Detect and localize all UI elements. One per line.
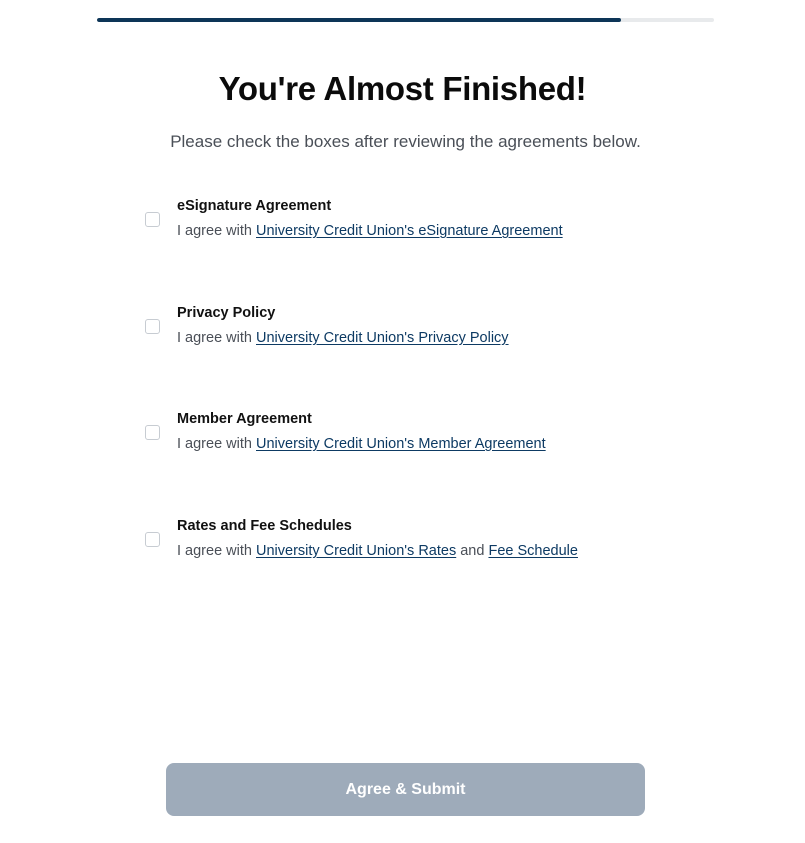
page-subtitle: Please check the boxes after reviewing the agreements below. bbox=[170, 132, 641, 151]
progress-bar-fill bbox=[97, 18, 621, 22]
agreement-prefix: I agree with bbox=[177, 436, 252, 452]
agreement-title: eSignature Agreement bbox=[177, 198, 332, 214]
page-title: You're Almost Finished! bbox=[218, 70, 587, 107]
member-checkbox[interactable] bbox=[145, 425, 160, 440]
esignature-agreement-link[interactable]: University Credit Union's eSignature Agreement bbox=[256, 223, 563, 239]
esignature-checkbox[interactable] bbox=[145, 212, 160, 227]
agreement-prefix: I agree with bbox=[177, 330, 252, 346]
privacy-policy-link[interactable]: University Credit Union's Privacy Policy bbox=[256, 330, 509, 346]
progress-bar bbox=[97, 18, 714, 22]
fee-schedule-link[interactable]: Fee Schedule bbox=[488, 543, 578, 559]
agreement-title: Rates and Fee Schedules bbox=[177, 518, 352, 534]
rates-fees-checkbox[interactable] bbox=[145, 532, 160, 547]
rates-link[interactable]: University Credit Union's Rates bbox=[256, 543, 457, 559]
agreement-title: Privacy Policy bbox=[177, 305, 276, 321]
agreement-member bbox=[145, 411, 705, 471]
agreement-prefix: I agree with bbox=[177, 543, 252, 559]
agreement-prefix: I agree with bbox=[177, 223, 252, 239]
agreement-description bbox=[177, 223, 563, 239]
agreement-description bbox=[177, 330, 509, 346]
agree-submit-button[interactable]: Agree & Submit bbox=[166, 763, 645, 816]
agreement-title: Member Agreement bbox=[177, 411, 312, 427]
agreement-esignature bbox=[145, 198, 705, 258]
agreement-rates-fees bbox=[145, 518, 705, 578]
agreement-description bbox=[177, 543, 578, 559]
privacy-checkbox[interactable] bbox=[145, 319, 160, 334]
member-agreement-link[interactable]: University Credit Union's Member Agreement bbox=[256, 436, 546, 452]
agreement-privacy bbox=[145, 305, 705, 365]
agreement-description bbox=[177, 436, 546, 452]
agreement-connector: and bbox=[460, 543, 485, 559]
